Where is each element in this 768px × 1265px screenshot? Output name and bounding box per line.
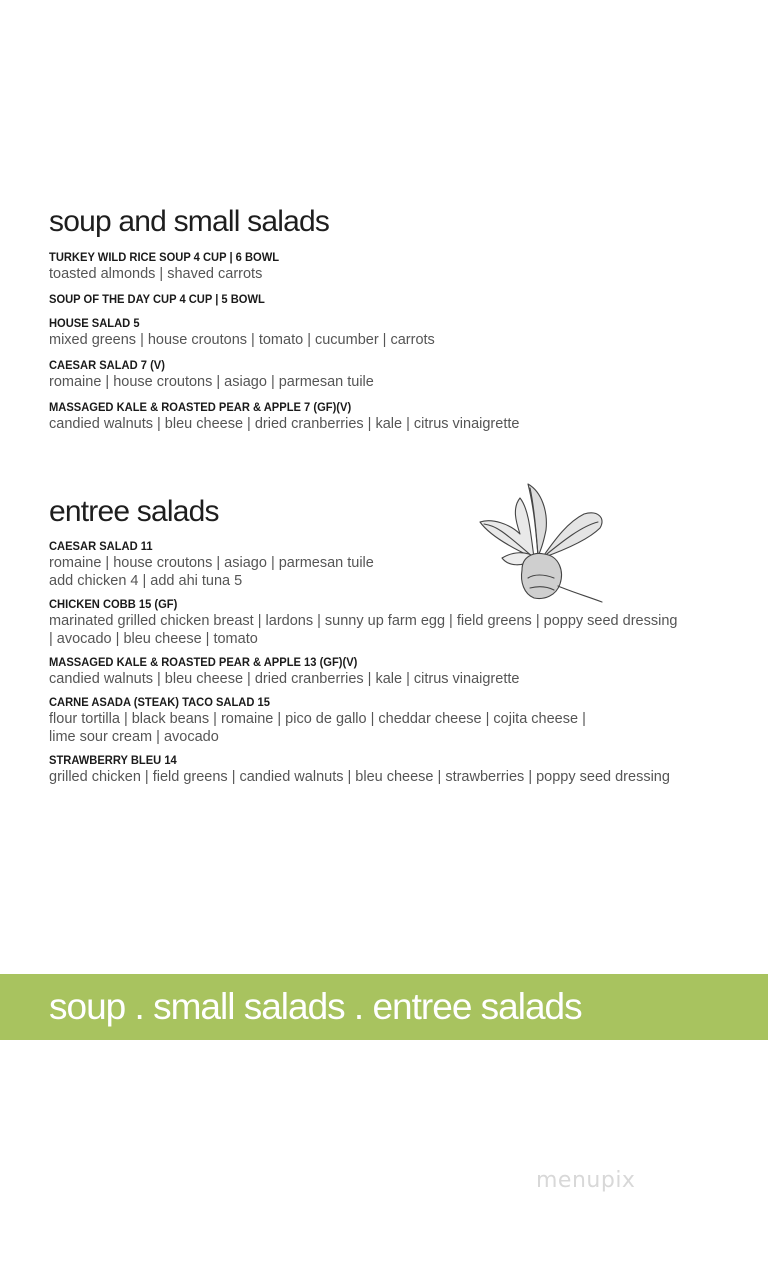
banner-text: soup . small salads . entree salads <box>49 986 582 1027</box>
item-description: mixed greens | house croutons | tomato | cucumber | carrots <box>49 332 435 348</box>
section-entree-salads <box>49 495 739 792</box>
item-name: CARNE ASADA (STEAK) TACO SALAD 15 <box>49 695 270 709</box>
item-description: romaine | house croutons | asiago | parmesan tuile <box>49 555 374 571</box>
menu-item <box>49 752 739 786</box>
menu-item <box>49 694 739 746</box>
category-banner <box>0 974 768 1040</box>
item-name: SOUP OF THE DAY CUP 4 CUP | 5 BOWL <box>49 292 265 306</box>
section-soup-small-salads <box>49 205 739 441</box>
item-description: toasted almonds | shaved carrots <box>49 266 263 282</box>
section-title: soup and small salads <box>49 205 330 238</box>
item-name: HOUSE SALAD 5 <box>49 316 140 330</box>
item-name: CAESAR SALAD 11 <box>49 539 153 553</box>
menu-item <box>49 399 739 433</box>
item-name: CAESAR SALAD 7 (V) <box>49 358 165 372</box>
item-name: TURKEY WILD RICE SOUP 4 CUP | 6 BOWL <box>49 250 280 264</box>
item-description: candied walnuts | bleu cheese | dried cranberries | kale | citrus vinaigrette <box>49 416 520 432</box>
item-name: MASSAGED KALE & ROASTED PEAR & APPLE 13 (GF)(V) <box>49 655 358 669</box>
item-description: romaine | house croutons | asiago | parmesan tuile <box>49 374 374 390</box>
menupix-watermark: menupix <box>536 1168 636 1193</box>
menu-item <box>49 315 739 349</box>
menu-items <box>49 249 739 433</box>
item-description: | avocado | bleu cheese | tomato <box>49 631 258 647</box>
menu-item <box>49 596 739 648</box>
item-description: candied walnuts | bleu cheese | dried cranberries | kale | citrus vinaigrette <box>49 671 520 687</box>
item-description: add chicken 4 | add ahi tuna 5 <box>49 573 243 589</box>
item-name: CHICKEN COBB 15 (GF) <box>49 597 178 611</box>
item-name: STRAWBERRY BLEU 14 <box>49 753 177 767</box>
menu-item <box>49 291 739 307</box>
item-description: marinated grilled chicken breast | lardons | sunny up farm egg | field greens | poppy seed dressing <box>49 613 678 629</box>
item-name: MASSAGED KALE & ROASTED PEAR & APPLE 7 (GF)(V) <box>49 400 352 414</box>
item-description: lime sour cream | avocado <box>49 729 219 745</box>
menu-item <box>49 654 739 688</box>
section-title: entree salads <box>49 495 219 528</box>
item-description: grilled chicken | field greens | candied walnuts | bleu cheese | strawberries | poppy seed dressing <box>49 769 670 785</box>
menu-item <box>49 249 739 283</box>
menu-item <box>49 357 739 391</box>
menu-items <box>49 538 739 786</box>
item-description: flour tortilla | black beans | romaine | pico de gallo | cheddar cheese | cojita cheese | <box>49 711 586 727</box>
menu-item <box>49 538 739 590</box>
